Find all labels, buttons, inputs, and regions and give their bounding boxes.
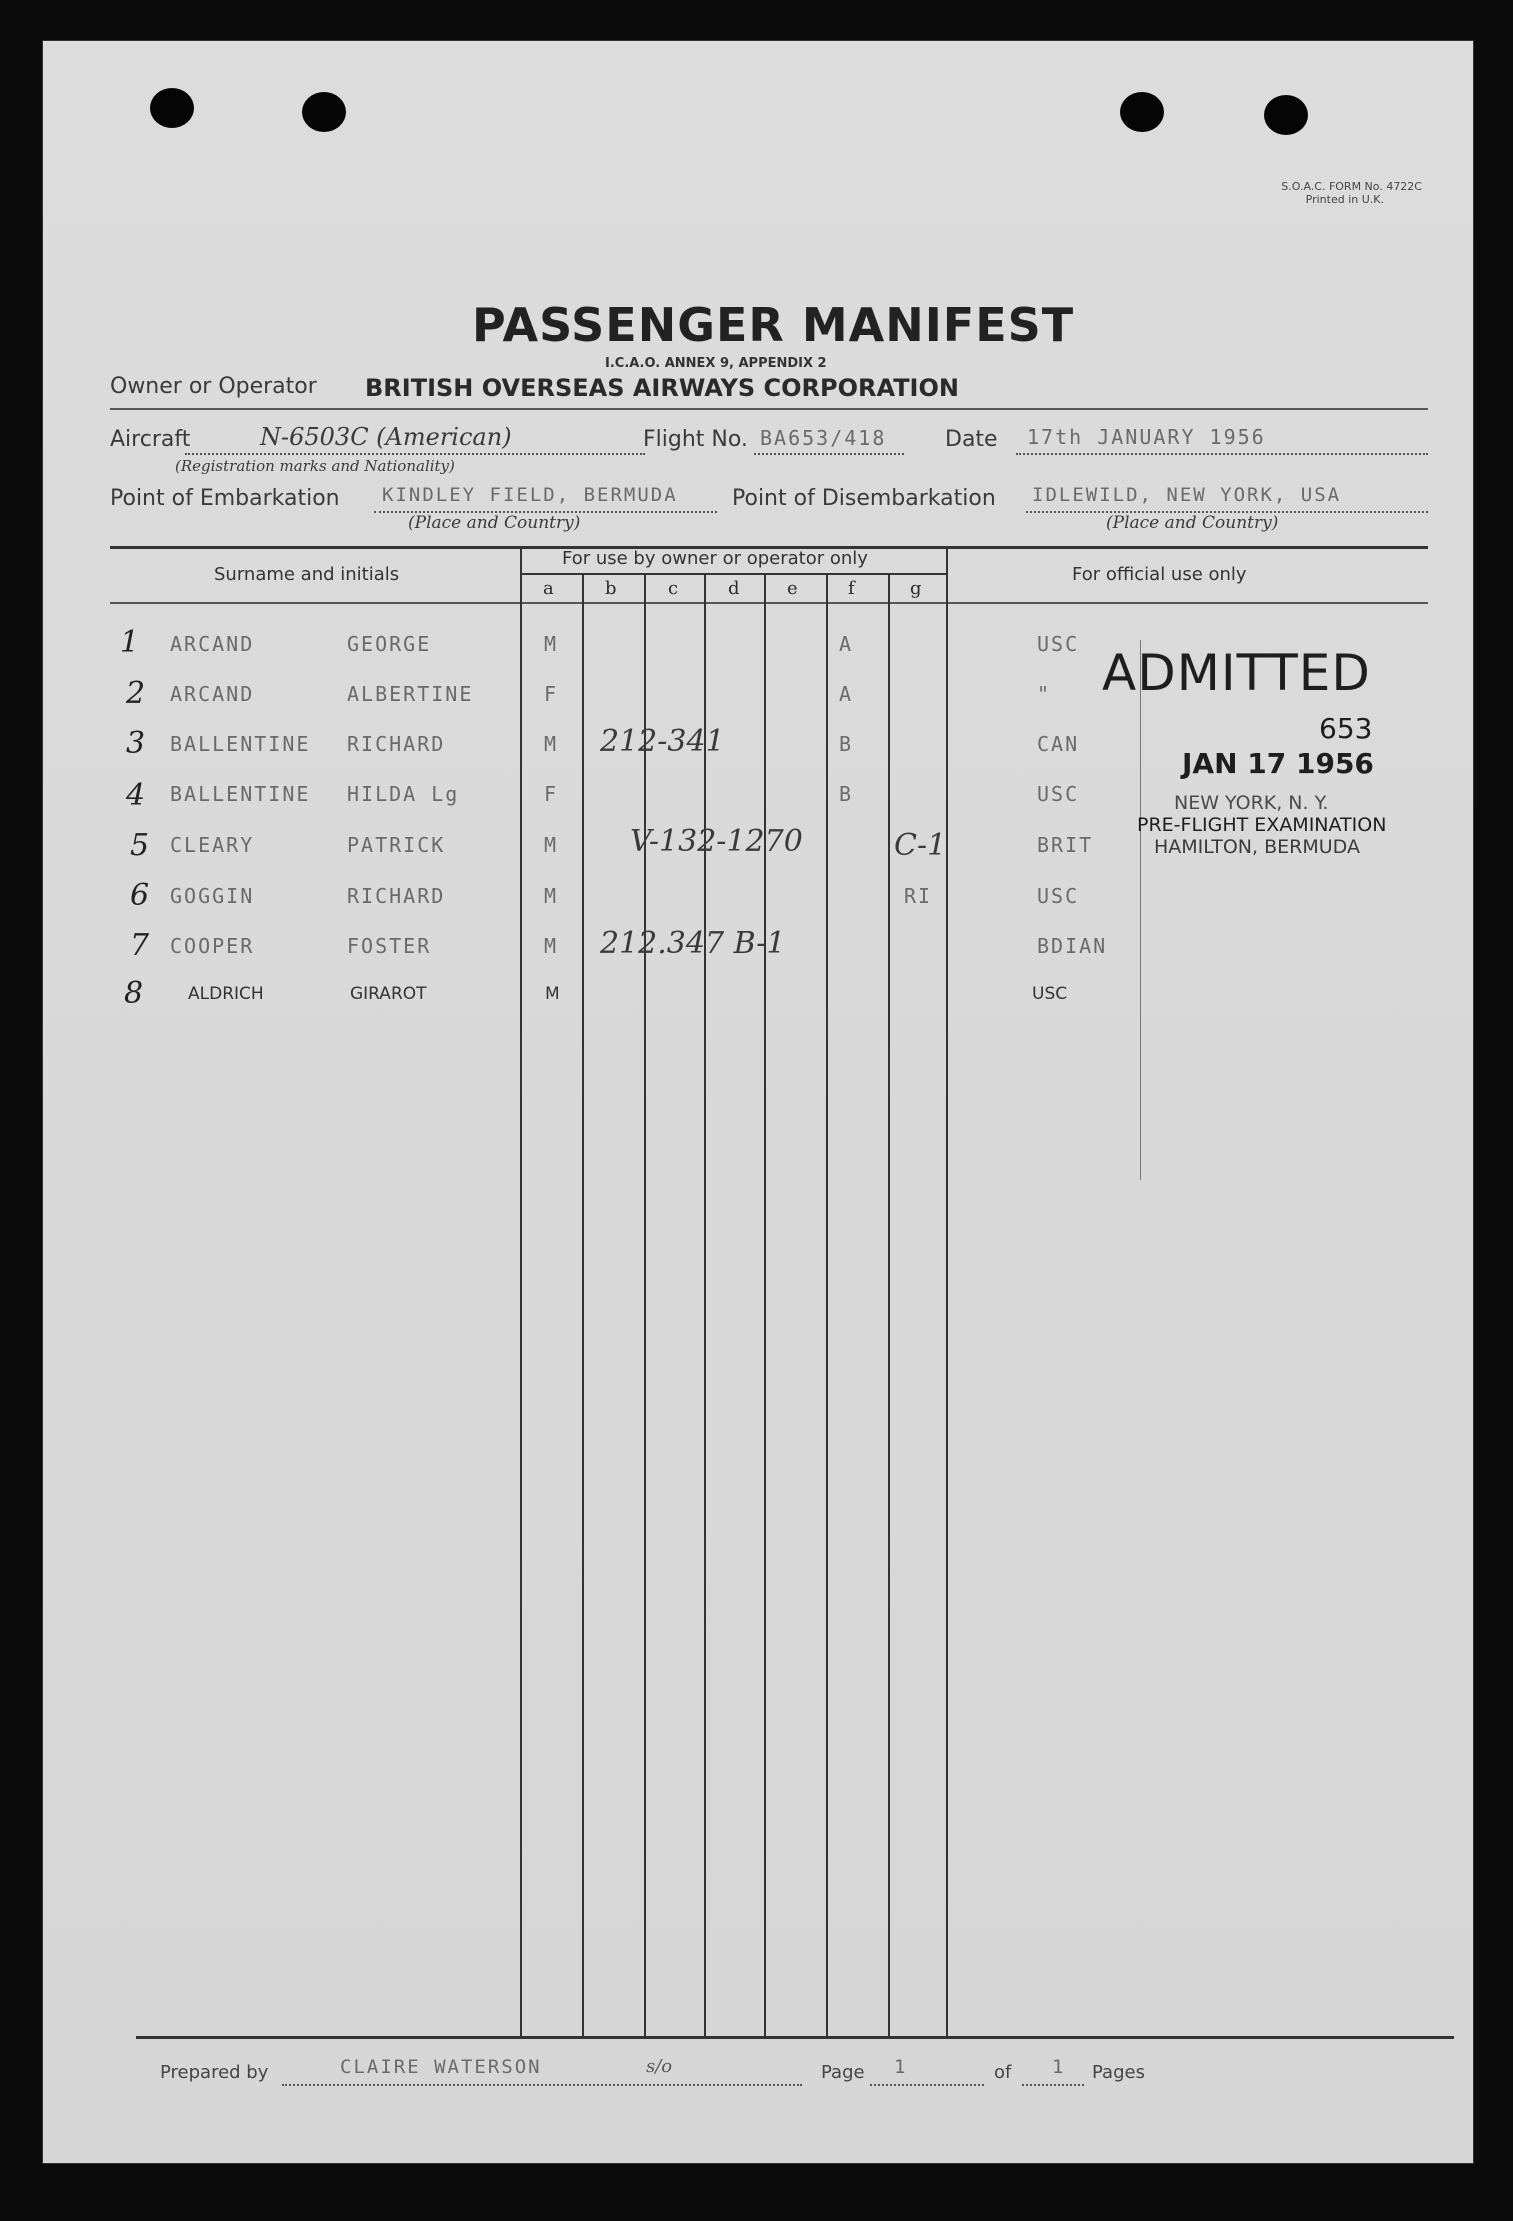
passenger-given-name: ALBERTINE [347,682,474,706]
fill-line [1022,2084,1084,2086]
col-header-f: f [848,578,855,599]
passenger-status: BDIAN [1037,934,1108,958]
fill-line [870,2084,984,2086]
pages-label: Pages [1092,2062,1145,2083]
disembarkation-note: (Place and Country) [1106,513,1279,533]
official-use-header: For official use only [1072,564,1247,585]
punch-hole [150,88,194,128]
check-mark: 5 [130,828,150,863]
fill-line [1016,453,1428,455]
column-rule [520,546,522,2036]
passenger-given-name: HILDA Lg [347,782,460,806]
owner-use-header: For use by owner or operator only [562,548,868,569]
column-rule [1140,640,1141,1180]
form-number: S.O.A.C. FORM No. 4722C [1281,180,1422,193]
passenger-status: USC [1037,632,1080,656]
page-number: 1 [894,2056,908,2078]
column-rule [946,546,948,2036]
column-rule [582,575,584,2036]
passenger-surname: BALLENTINE [170,782,311,806]
subheader-rule [522,573,947,575]
embarkation-note: (Place and Country) [408,513,581,533]
stamp-word: ADMITTED [1102,644,1371,702]
passenger-col-b: V-132-1270 [630,824,803,859]
passenger-given-name: RICHARD [347,884,446,908]
passenger-col-f: B [839,732,854,756]
check-mark: 4 [126,778,146,813]
check-mark: 8 [124,976,144,1011]
passenger-status: BRIT [1037,833,1094,857]
col-header-e: e [787,578,798,599]
column-rule [644,575,646,2036]
surname-header: Surname and initials [214,564,400,585]
of-label: of [994,2062,1012,2083]
column-rule [704,575,706,2036]
column-rule [826,575,828,2036]
passenger-surname: ALDRICH [188,984,264,1004]
passenger-sex: M [544,884,559,908]
passenger-surname: ARCAND [170,632,255,656]
col-header-c: c [668,578,679,599]
passenger-surname: COOPER [170,934,255,958]
rule [110,408,1428,410]
passenger-col-f: A [839,682,854,706]
date-value: 17th JANUARY 1956 [1027,425,1266,449]
fill-line [185,453,645,455]
aircraft-value: N-6503C (American) [260,423,512,451]
passenger-status: USC [1037,782,1080,806]
owner-value: BRITISH OVERSEAS AIRWAYS CORPORATION [365,374,959,402]
fill-line [282,2084,802,2086]
passenger-surname: GOGGIN [170,884,255,908]
column-rule [764,575,766,2036]
page-label: Page [821,2062,865,2083]
flight-label: Flight No. [643,427,748,452]
stamp-line-3: HAMILTON, BERMUDA [1154,836,1360,858]
table-bottom-rule [136,2036,1454,2039]
passenger-sex: M [544,732,559,756]
prepared-by-value: CLAIRE WATERSON [340,2056,542,2078]
passenger-status: " [1037,682,1052,706]
passenger-col-g: RI [904,884,933,908]
passenger-surname: ARCAND [170,682,255,706]
check-mark: 3 [126,726,146,761]
passenger-given-name: RICHARD [347,732,446,756]
page-subtitle: I.C.A.O. ANNEX 9, APPENDIX 2 [605,356,827,371]
passenger-col-f: B [839,782,854,806]
col-header-d: d [728,578,740,599]
passenger-status: USC [1037,884,1080,908]
passenger-col-f: C-1 [894,828,947,863]
fill-line [754,453,904,455]
passenger-sex: M [545,984,560,1004]
manifest-sheet [42,40,1474,2164]
passenger-status: CAN [1037,732,1080,756]
stamp-date: JAN 17 1956 [1182,747,1374,780]
flight-value: BA653/418 [760,426,887,450]
passenger-given-name: GEORGE [347,632,432,656]
aircraft-label: Aircraft [110,427,191,452]
form-reference [1197,180,1422,206]
total-pages: 1 [1052,2056,1066,2078]
col-header-b: b [605,578,617,599]
prepared-by-suffix: s/o [646,2056,673,2077]
punch-hole [1264,95,1308,135]
page-title: PASSENGER MANIFEST [472,298,1075,352]
owner-label: Owner or Operator [110,374,317,399]
passenger-surname: BALLENTINE [170,732,311,756]
embarkation-label: Point of Embarkation [110,486,340,511]
passenger-given-name: GIRAROT [350,984,427,1004]
disembarkation-label: Point of Disembarkation [732,486,996,511]
table-header-rule [110,602,1428,604]
stamp-number: 653 [1319,712,1373,745]
check-mark: 1 [120,625,140,660]
passenger-sex: M [544,632,559,656]
column-rule [888,575,890,2036]
passenger-sex: F [544,682,559,706]
passenger-col-b: 212.347 B-1 [600,926,786,961]
disembarkation-value: IDLEWILD, NEW YORK, USA [1032,484,1342,506]
embarkation-value: KINDLEY FIELD, BERMUDA [382,484,678,506]
aircraft-note: (Registration marks and Nationality) [175,457,455,475]
date-label: Date [945,427,998,452]
passenger-sex: F [544,782,559,806]
passenger-status: USC [1032,984,1068,1004]
passenger-sex: M [544,833,559,857]
passenger-sex: M [544,934,559,958]
stamp-line-1: NEW YORK, N. Y. [1174,792,1329,814]
passenger-surname: CLEARY [170,833,255,857]
punch-hole [1120,92,1164,132]
passenger-given-name: FOSTER [347,934,432,958]
punch-hole [302,92,346,132]
passenger-col-f: A [839,632,854,656]
col-header-a: a [543,578,554,599]
passenger-given-name: PATRICK [347,833,446,857]
passenger-col-b: 212-341 [600,724,725,759]
prepared-by-label: Prepared by [160,2062,269,2083]
stamp-line-2: PRE-FLIGHT EXAMINATION [1137,814,1387,836]
check-mark: 7 [130,928,150,963]
check-mark: 2 [126,676,146,711]
printed-in: Printed in U.K. [1305,193,1384,206]
check-mark: 6 [130,878,150,913]
col-header-g: g [910,578,922,599]
